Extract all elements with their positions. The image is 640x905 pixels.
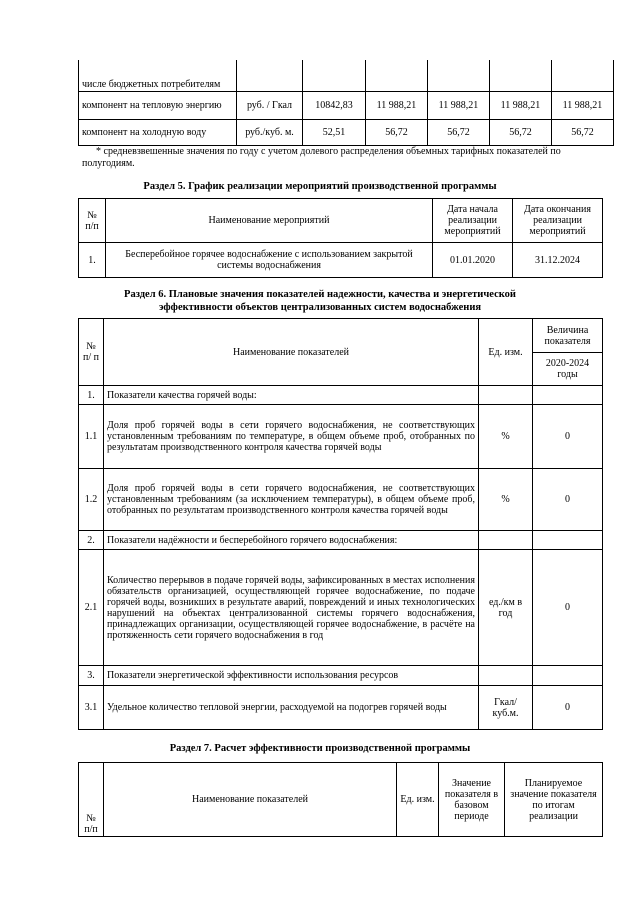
tariff-table — [78, 60, 614, 146]
tariff-footnote: * средневзвешенные значения по году с учетом долевого распределения объемных тарифных показателей по полугодиям. — [82, 146, 561, 169]
tariff-row-name: компонент на холодную воду — [79, 119, 237, 145]
table-row: 3. Показатели энергетической эффективности использования ресурсов — [79, 666, 603, 686]
table-row: компонент на тепловую энергию руб. / Гкал 10842,83 11 988,21 11 988,21 11 988,21 11 988,21 — [79, 91, 614, 119]
table-row: компонент на холодную воду руб./куб. м. 52,51 56,72 56,72 56,72 56,72 — [79, 119, 614, 145]
section5-table — [78, 198, 603, 278]
tariff-row-name: компонент на тепловую энергию — [79, 91, 237, 119]
table-row: 2.1 Количество перерывов в подаче горячей воды, зафиксированных в местах исполнения обязательств организацией, осуществляющей горячее водоснабжение, по подаче горячей воды, возникших в результате аварий, повреждений и иных технологических нарушений на объектах централизованной системы горячего водоснабжения, принадлежащих организации, осуществляющей горячее водоснабжение, в расчёте на протяженность сети горячего водоснабжения в год ед./км в год 0 — [79, 550, 603, 666]
table-row: 1.2 Доля проб горячей воды в сети горячего водоснабжения, не соответствующих установленным требованиям (за исключением температуры), в общем объеме проб, отобранных по результатам производственного контроля качества горячей воды % 0 — [79, 469, 603, 531]
tariff-row-name: числе бюджетных потребителям — [79, 60, 237, 91]
table-row — [79, 60, 614, 91]
table-row: 1. Показатели качества горячей воды: — [79, 386, 603, 405]
table-row: 3.1 Удельное количество тепловой энергии, расходуемой на подогрев горячей воды Гкал/куб.м. 0 — [79, 686, 603, 730]
table-row: 1.1 Доля проб горячей воды в сети горячего водоснабжения, не соответствующих установленным требованиям по температуре, в общем объеме проб, отобранных по результатам производственного контроля качества горячей воды % 0 — [79, 405, 603, 469]
table-header-row: № п/п Наименование мероприятий Дата начала реализации мероприятий Дата окончания реализации мероприятий — [79, 199, 603, 243]
table-header-row: № п/п Наименование показателей Ед. изм. Значение показателя в базовом периоде Планируемое значение показателя по итогам реализации — [79, 763, 603, 837]
section6-title: Раздел 6. Плановые значения показателей надежности, качества и энергетической эффективности объектов централизованных систем водоснабжения — [124, 289, 516, 313]
section7-table — [78, 762, 603, 837]
section7-title: Раздел 7. Расчет эффективности производственной программы — [169, 743, 471, 754]
table-row: 2. Показатели надёжности и бесперебойного горячего водоснабжения: — [79, 531, 603, 550]
section5-title: Раздел 5. График реализации мероприятий производственной программы — [143, 181, 497, 192]
section6-table: № п/ п Наименование показателей Ед. изм. Величина показателя 2020-2024 годы 1. Показатели качества горячей воды: 1.1 Доля проб горячей воды в сети горячего водоснабжения, не соответствующих установленным требованиям по температуре, в общем объеме проб, отобранных по результатам производственного контроля качества горячей воды % 0 1.2 Доля проб горячей воды в сети горячего водоснабжения, не соответствующих установленным требованиям (за исключением температуры), в общем объеме проб, отобранных по результатам производственного контроля качества горячей воды % 0 2. Показатели надёжности и бесперебойного горячего водоснабжения: 2.1 Количество перерывов в подаче горячей воды, зафиксированных в местах исполнения обязательств организацией, осуществляющей горячее водоснабжение, по подаче горячей воды, возникших в результате аварий, повреждений и иных технологических нарушений на объектах централизованной системы горячего водоснабжения, принадлежащих организации, осуществляющей горячее водоснабжение, в расчёте на протяженность сети горячего водоснабжения в год ед./км в год 0 3. Показатели энергетической эффективности использования ресурсов 3.1 Удельное количество тепловой энергии, расходуемой на подогрев горячей воды Гкал/куб.м. 0 — [78, 318, 603, 730]
table-row: 1. Бесперебойное горячее водоснабжение с использованием закрытой системы водоснабжения 01.01.2020 31.12.2024 — [79, 243, 603, 278]
